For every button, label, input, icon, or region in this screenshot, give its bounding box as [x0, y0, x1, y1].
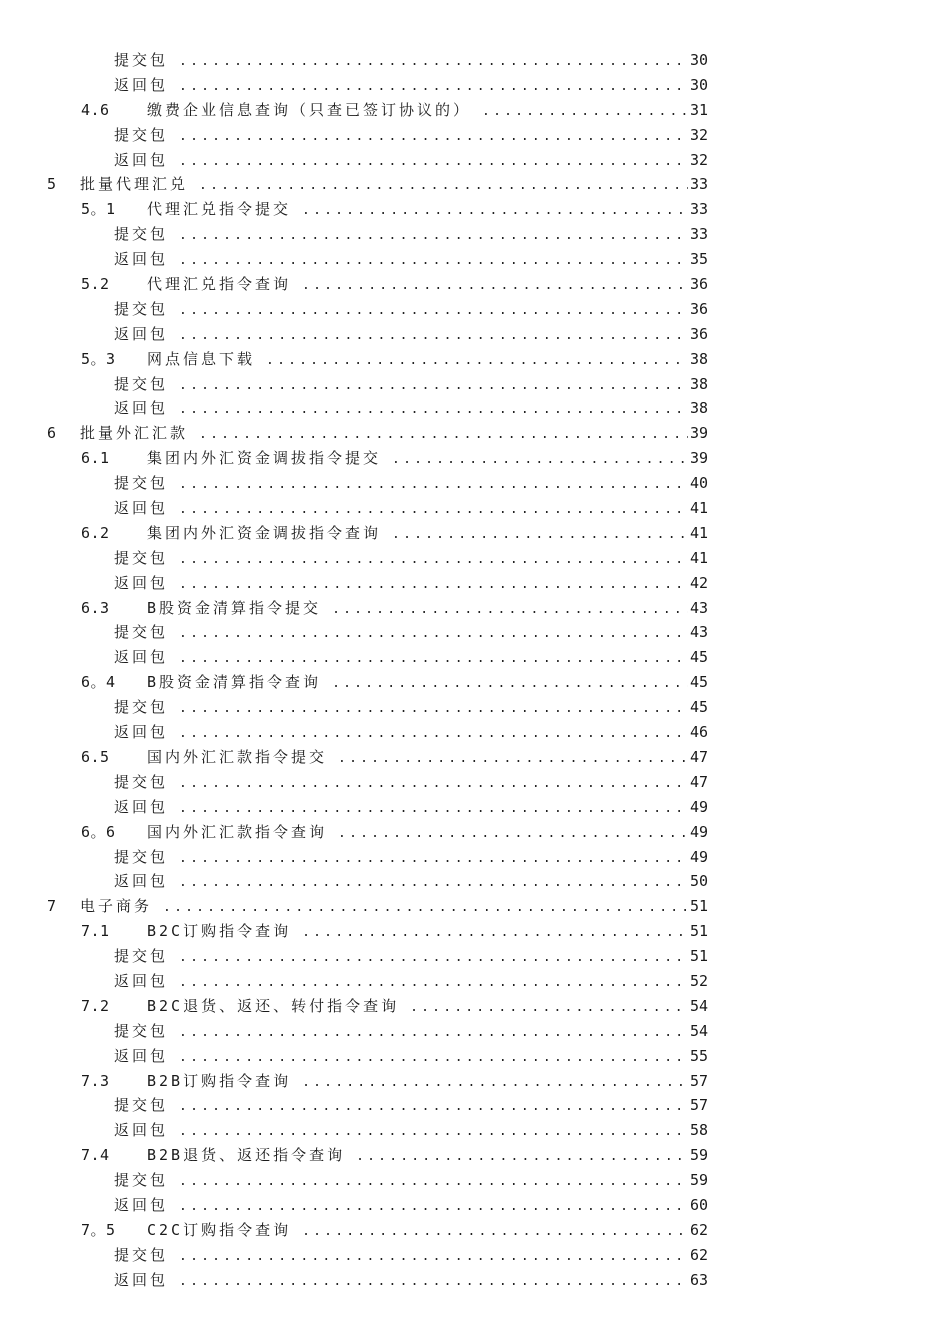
- toc-page-number: 38: [688, 372, 708, 397]
- toc-entry[interactable]: [0, 670, 950, 695]
- toc-section-title: C2C订购指令查询: [147, 1220, 292, 1239]
- toc-entry[interactable]: [0, 172, 950, 197]
- toc-entry[interactable]: [0, 596, 950, 621]
- toc-entry-label: [114, 471, 705, 498]
- toc-entry-label: [114, 1268, 705, 1295]
- toc-section-number: 6.3: [81, 598, 110, 617]
- toc-entry[interactable]: [0, 820, 950, 845]
- toc-entry-label: [114, 396, 705, 423]
- toc-entry-label: [81, 994, 705, 1021]
- toc-entry[interactable]: [0, 73, 950, 98]
- toc-entry-label: [114, 222, 705, 249]
- toc-entry-label: [81, 347, 705, 374]
- toc-section-title: 提交包: [114, 947, 169, 966]
- toc-entry[interactable]: [0, 48, 950, 73]
- toc-page-number: 47: [688, 770, 708, 795]
- toc-entry[interactable]: [0, 1143, 950, 1168]
- toc-section-title: 提交包: [114, 225, 169, 244]
- toc-section-title: 提交包: [114, 374, 169, 393]
- toc-entry-label: [81, 745, 705, 772]
- toc-entry-label: [81, 820, 705, 847]
- toc-section-title: 网点信息下载: [147, 349, 256, 368]
- toc-page-number: 31: [688, 98, 708, 123]
- toc-entry-label: [114, 48, 705, 75]
- toc-entry-label: [47, 421, 705, 448]
- toc-page-number: 54: [688, 1019, 708, 1044]
- toc-page-number: 49: [688, 795, 708, 820]
- toc-page-number: 59: [688, 1143, 708, 1168]
- toc-entry-label: [114, 123, 705, 150]
- toc-section-number: 5。3: [81, 349, 116, 368]
- toc-entry-label: [81, 272, 705, 299]
- toc-entry[interactable]: [0, 297, 950, 322]
- toc-entry-label: [81, 98, 705, 125]
- toc-section-title: 返回包: [114, 648, 169, 667]
- toc-section-title: 提交包: [114, 474, 169, 493]
- toc-entry[interactable]: [0, 1193, 950, 1218]
- toc-entry[interactable]: [0, 770, 950, 795]
- toc-page-number: 36: [688, 272, 708, 297]
- toc-entry[interactable]: [0, 1243, 950, 1268]
- toc-entry[interactable]: [0, 1218, 950, 1243]
- toc-entry-label: [114, 1093, 705, 1120]
- toc-entry-label: [81, 446, 705, 473]
- toc-page-number: 39: [688, 446, 708, 471]
- toc-entry-label: [47, 894, 705, 921]
- toc-page-number: 49: [688, 820, 708, 845]
- toc-entry[interactable]: [0, 994, 950, 1019]
- toc-entry[interactable]: [0, 372, 950, 397]
- toc-section-number: 6。6: [81, 822, 116, 841]
- toc-entry[interactable]: [0, 471, 950, 496]
- toc-page-number: 41: [688, 546, 708, 571]
- toc-entry-label: [114, 73, 705, 100]
- toc-entry-label: [114, 1193, 705, 1220]
- toc-entry[interactable]: [0, 1268, 950, 1293]
- toc-entry-label: [114, 1044, 705, 1071]
- toc-page-number: 46: [688, 720, 708, 745]
- toc-section-number: 5。1: [81, 200, 116, 219]
- toc-section-title: 返回包: [114, 324, 169, 343]
- toc-section-number: 7.3: [81, 1071, 110, 1090]
- toc-page-number: 39: [688, 421, 708, 446]
- toc-entry[interactable]: [0, 272, 950, 297]
- toc-section-title: 提交包: [114, 299, 169, 318]
- toc-entry-label: [114, 770, 705, 797]
- toc-section-title: 返回包: [114, 399, 169, 418]
- toc-section-title: 提交包: [114, 548, 169, 567]
- toc-section-number: 6。4: [81, 673, 116, 692]
- toc-entry[interactable]: [0, 969, 950, 994]
- toc-entry[interactable]: [0, 98, 950, 123]
- toc-section-title: B股资金清算指令查询: [147, 673, 322, 692]
- toc-page-number: 45: [688, 645, 708, 670]
- toc-entry[interactable]: [0, 1019, 950, 1044]
- toc-entry[interactable]: [0, 197, 950, 222]
- toc-entry-label: [114, 496, 705, 523]
- toc-section-title: 电子商务: [80, 897, 153, 916]
- toc-entry[interactable]: [0, 148, 950, 173]
- toc-page-number: 40: [688, 471, 708, 496]
- toc-entry-label: [114, 845, 705, 872]
- toc-section-title: 提交包: [114, 1096, 169, 1115]
- toc-page-number: 58: [688, 1118, 708, 1143]
- toc-section-title: B股资金清算指令提交: [147, 598, 322, 617]
- toc-page-number: 30: [688, 73, 708, 98]
- toc-entry-label: [114, 297, 705, 324]
- toc-entry[interactable]: [0, 845, 950, 870]
- toc-page-number: 63: [688, 1268, 708, 1293]
- toc-page-number: 43: [688, 596, 708, 621]
- toc-section-title: 提交包: [114, 125, 169, 144]
- toc-page-number: 51: [688, 944, 708, 969]
- toc-entry[interactable]: [0, 396, 950, 421]
- toc-section-title: 返回包: [114, 971, 169, 990]
- toc-section-title: 批量代理汇兑: [80, 175, 189, 194]
- toc-entry-label: [114, 869, 705, 896]
- toc-entry[interactable]: [0, 869, 950, 894]
- toc-section-title: 缴费企业信息查询（只查已签订协议的）: [147, 100, 472, 119]
- toc-entry-label: [114, 795, 705, 822]
- toc-entry-label: [114, 1019, 705, 1046]
- toc-section-title: 返回包: [114, 499, 169, 518]
- toc-entry-label: [47, 172, 705, 199]
- toc-entry[interactable]: [0, 322, 950, 347]
- toc-section-title: 集团内外汇资金调拔指令查询: [147, 523, 382, 542]
- toc-page-number: 59: [688, 1168, 708, 1193]
- toc-entry-label: [114, 372, 705, 399]
- toc-entry[interactable]: [0, 421, 950, 446]
- toc-section-title: 代理汇兑指令查询: [147, 275, 292, 294]
- toc-entry-label: [81, 1218, 705, 1245]
- toc-entry-label: [114, 620, 705, 647]
- toc-section-title: 国内外汇汇款指令提交: [147, 747, 328, 766]
- toc-entry[interactable]: [0, 795, 950, 820]
- toc-entry[interactable]: [0, 546, 950, 571]
- toc-page-number: 30: [688, 48, 708, 73]
- toc-section-number: 6.5: [81, 747, 110, 766]
- toc-page-number: 43: [688, 620, 708, 645]
- toc-entry-label: [114, 247, 705, 274]
- toc-section-title: 返回包: [114, 250, 169, 269]
- toc-entry-label: [81, 197, 705, 224]
- toc-section-title: B2C订购指令查询: [147, 922, 292, 941]
- toc-entry[interactable]: [0, 521, 950, 546]
- toc-entry-label: [114, 720, 705, 747]
- toc-section-title: 返回包: [114, 1121, 169, 1140]
- toc-section-title: 代理汇兑指令提交: [147, 200, 292, 219]
- toc-section-title: 提交包: [114, 1245, 169, 1264]
- toc-page-number: 62: [688, 1243, 708, 1268]
- toc-entry-label: [114, 695, 705, 722]
- toc-entry-label: [114, 944, 705, 971]
- toc-section-title: 返回包: [114, 797, 169, 816]
- toc-page-number: 45: [688, 695, 708, 720]
- toc-entry-label: [81, 1143, 705, 1170]
- toc-section-title: 返回包: [114, 723, 169, 742]
- toc-entry[interactable]: [0, 944, 950, 969]
- toc-page-number: 38: [688, 347, 708, 372]
- toc-page-number: 51: [688, 919, 708, 944]
- toc-entry[interactable]: [0, 247, 950, 272]
- toc-entry[interactable]: [0, 894, 950, 919]
- toc-entry[interactable]: [0, 1168, 950, 1193]
- toc-section-title: 返回包: [114, 1195, 169, 1214]
- toc-section-number: 7.1: [81, 922, 110, 941]
- toc-section-title: 返回包: [114, 573, 169, 592]
- toc-page-number: 57: [688, 1069, 708, 1094]
- toc-page-number: 38: [688, 396, 708, 421]
- toc-section-title: 返回包: [114, 872, 169, 891]
- toc-page-number: 47: [688, 745, 708, 770]
- toc-entry-label: [114, 1118, 705, 1145]
- toc-entry-label: [114, 546, 705, 573]
- toc-page-number: 60: [688, 1193, 708, 1218]
- toc-section-title: 提交包: [114, 772, 169, 791]
- toc-page-number: 54: [688, 994, 708, 1019]
- toc-page-number: 33: [688, 197, 708, 222]
- toc-page-number: 33: [688, 222, 708, 247]
- toc-section-title: 批量外汇汇款: [80, 424, 189, 443]
- toc-section-title: B2B退货、返还指令查询: [147, 1146, 346, 1165]
- toc-section-title: B2C退货、返还、转付指令查询: [147, 996, 400, 1015]
- toc-section-number: 7: [47, 897, 57, 916]
- toc-section-number: 6.1: [81, 449, 110, 468]
- toc-entry[interactable]: [0, 1069, 950, 1094]
- toc-page-number: 57: [688, 1093, 708, 1118]
- toc-page-number: 55: [688, 1044, 708, 1069]
- toc-section-title: 返回包: [114, 150, 169, 169]
- toc-section-title: 提交包: [114, 847, 169, 866]
- toc-section-title: 提交包: [114, 1021, 169, 1040]
- table-of-contents: [0, 48, 950, 1293]
- toc-entry[interactable]: [0, 620, 950, 645]
- toc-section-title: 国内外汇汇款指令查询: [147, 822, 328, 841]
- toc-entry[interactable]: [0, 919, 950, 944]
- toc-section-number: 7.2: [81, 996, 110, 1015]
- toc-entry[interactable]: [0, 745, 950, 770]
- toc-entry[interactable]: [0, 446, 950, 471]
- toc-section-title: 集团内外汇资金调拔指令提交: [147, 449, 382, 468]
- toc-entry[interactable]: [0, 1044, 950, 1069]
- toc-entry[interactable]: [0, 645, 950, 670]
- toc-page-number: 62: [688, 1218, 708, 1243]
- toc-entry[interactable]: [0, 720, 950, 745]
- toc-entry[interactable]: [0, 571, 950, 596]
- toc-section-number: 5.2: [81, 275, 110, 294]
- toc-section-title: 提交包: [114, 623, 169, 642]
- toc-page-number: 32: [688, 123, 708, 148]
- toc-section-title: 提交包: [114, 51, 169, 69]
- toc-section-number: 6.2: [81, 523, 110, 542]
- toc-section-title: 提交包: [114, 698, 169, 717]
- toc-entry[interactable]: [0, 222, 950, 247]
- toc-section-title: B2B订购指令查询: [147, 1071, 292, 1090]
- toc-entry-label: [114, 322, 705, 349]
- toc-page-number: 52: [688, 969, 708, 994]
- toc-page-number: 36: [688, 322, 708, 347]
- toc-entry-label: [81, 1069, 705, 1096]
- toc-entry-label: [81, 919, 705, 946]
- toc-section-number: 5: [47, 175, 57, 194]
- toc-entry-label: [114, 1168, 705, 1195]
- toc-section-number: 6: [47, 424, 57, 443]
- toc-page-number: 32: [688, 148, 708, 173]
- toc-entry-label: [114, 969, 705, 996]
- toc-entry[interactable]: [0, 347, 950, 372]
- toc-page-number: 51: [688, 894, 708, 919]
- toc-page-number: 33: [688, 172, 708, 197]
- toc-entry-label: [81, 670, 705, 697]
- toc-page-number: 35: [688, 247, 708, 272]
- toc-page-number: 41: [688, 496, 708, 521]
- toc-entry[interactable]: [0, 695, 950, 720]
- toc-entry[interactable]: [0, 123, 950, 148]
- toc-section-title: 返回包: [114, 1046, 169, 1065]
- toc-entry-label: [81, 521, 705, 548]
- toc-entry-label: [114, 1243, 705, 1270]
- toc-section-number: 7。5: [81, 1220, 116, 1239]
- toc-page-number: 42: [688, 571, 708, 596]
- toc-entry-label: [114, 645, 705, 672]
- toc-entry[interactable]: [0, 1118, 950, 1143]
- toc-entry-label: [114, 571, 705, 598]
- toc-section-title: 返回包: [114, 75, 169, 94]
- toc-section-number: 7.4: [81, 1146, 110, 1165]
- toc-entry[interactable]: [0, 1093, 950, 1118]
- toc-entry-label: [81, 596, 705, 623]
- toc-section-title: 返回包: [114, 1270, 169, 1289]
- toc-page-number: 50: [688, 869, 708, 894]
- toc-entry-label: [114, 148, 705, 175]
- toc-section-title: 提交包: [114, 1171, 169, 1190]
- toc-page-number: 41: [688, 521, 708, 546]
- toc-section-number: 4.6: [81, 100, 110, 119]
- toc-page-number: 49: [688, 845, 708, 870]
- toc-page-number: 36: [688, 297, 708, 322]
- toc-entry[interactable]: [0, 496, 950, 521]
- toc-page-number: 45: [688, 670, 708, 695]
